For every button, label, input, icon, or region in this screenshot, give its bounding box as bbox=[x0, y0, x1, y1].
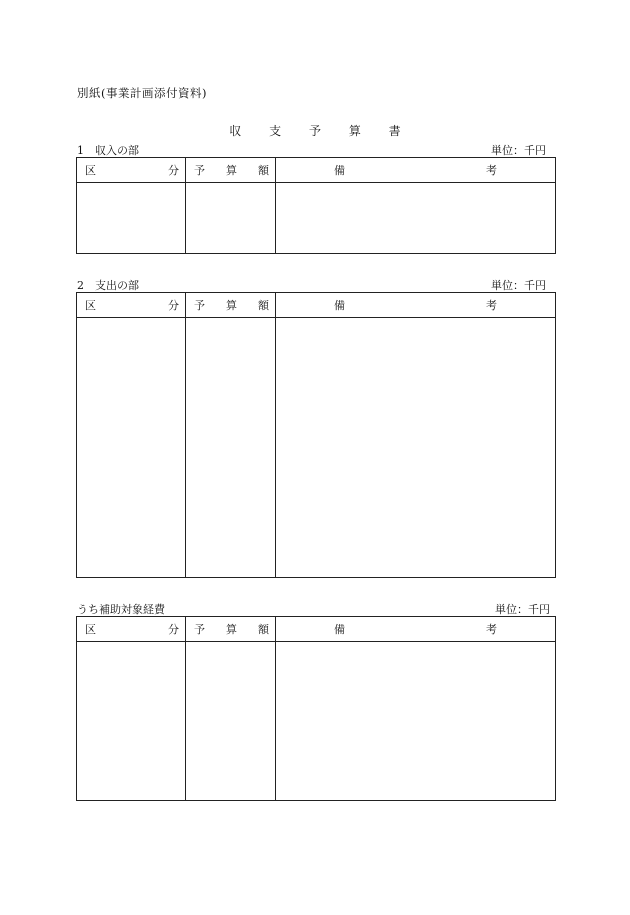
income-kubun-cell[interactable] bbox=[77, 183, 186, 254]
title-char: 予 bbox=[308, 124, 321, 138]
subsidy-unit-label: 単位：千円 bbox=[495, 603, 550, 616]
income-section-label: 1 収入の部 bbox=[77, 144, 139, 157]
expense-table-body bbox=[77, 318, 556, 578]
header-biko: 備 考 bbox=[276, 158, 556, 183]
title-char: 書 bbox=[388, 124, 401, 138]
income-table-header bbox=[77, 158, 556, 183]
expense-yosan-cell[interactable] bbox=[186, 318, 276, 578]
expense-biko-cell[interactable] bbox=[276, 318, 556, 578]
subsidy-yosan-cell[interactable] bbox=[186, 642, 276, 801]
subsidy-table bbox=[76, 616, 556, 801]
header-biko: 備 考 bbox=[276, 293, 556, 318]
title-char: 支 bbox=[269, 124, 282, 138]
expense-kubun-cell[interactable] bbox=[77, 318, 186, 578]
header-biko: 備 考 bbox=[276, 617, 556, 642]
income-biko-cell[interactable] bbox=[276, 183, 556, 254]
title-char: 収 bbox=[229, 124, 242, 138]
subsidy-kubun-cell[interactable] bbox=[77, 642, 186, 801]
attachment-label: 別紙(事業計画添付資料) bbox=[77, 86, 207, 100]
title-char: 算 bbox=[348, 124, 361, 138]
subsidy-section-label: うち補助対象経費 bbox=[77, 603, 165, 616]
income-table-body bbox=[77, 183, 556, 254]
header-yosan: 予 算 額 bbox=[186, 617, 276, 642]
expense-table-header bbox=[77, 293, 556, 318]
header-kubun: 区 分 bbox=[77, 617, 186, 642]
subsidy-table-body bbox=[77, 642, 556, 801]
subsidy-biko-cell[interactable] bbox=[276, 642, 556, 801]
expense-section-label: 2 支出の部 bbox=[77, 279, 139, 292]
subsidy-table-header bbox=[77, 617, 556, 642]
expense-table bbox=[76, 292, 556, 578]
income-unit-label: 単位：千円 bbox=[491, 144, 546, 157]
income-yosan-cell[interactable] bbox=[186, 183, 276, 254]
header-yosan: 予 算 額 bbox=[186, 158, 276, 183]
document-title bbox=[0, 122, 630, 139]
header-kubun: 区 分 bbox=[77, 158, 186, 183]
header-yosan: 予 算 額 bbox=[186, 293, 276, 318]
expense-unit-label: 単位：千円 bbox=[491, 279, 546, 292]
header-kubun: 区 分 bbox=[77, 293, 186, 318]
income-table bbox=[76, 157, 556, 254]
